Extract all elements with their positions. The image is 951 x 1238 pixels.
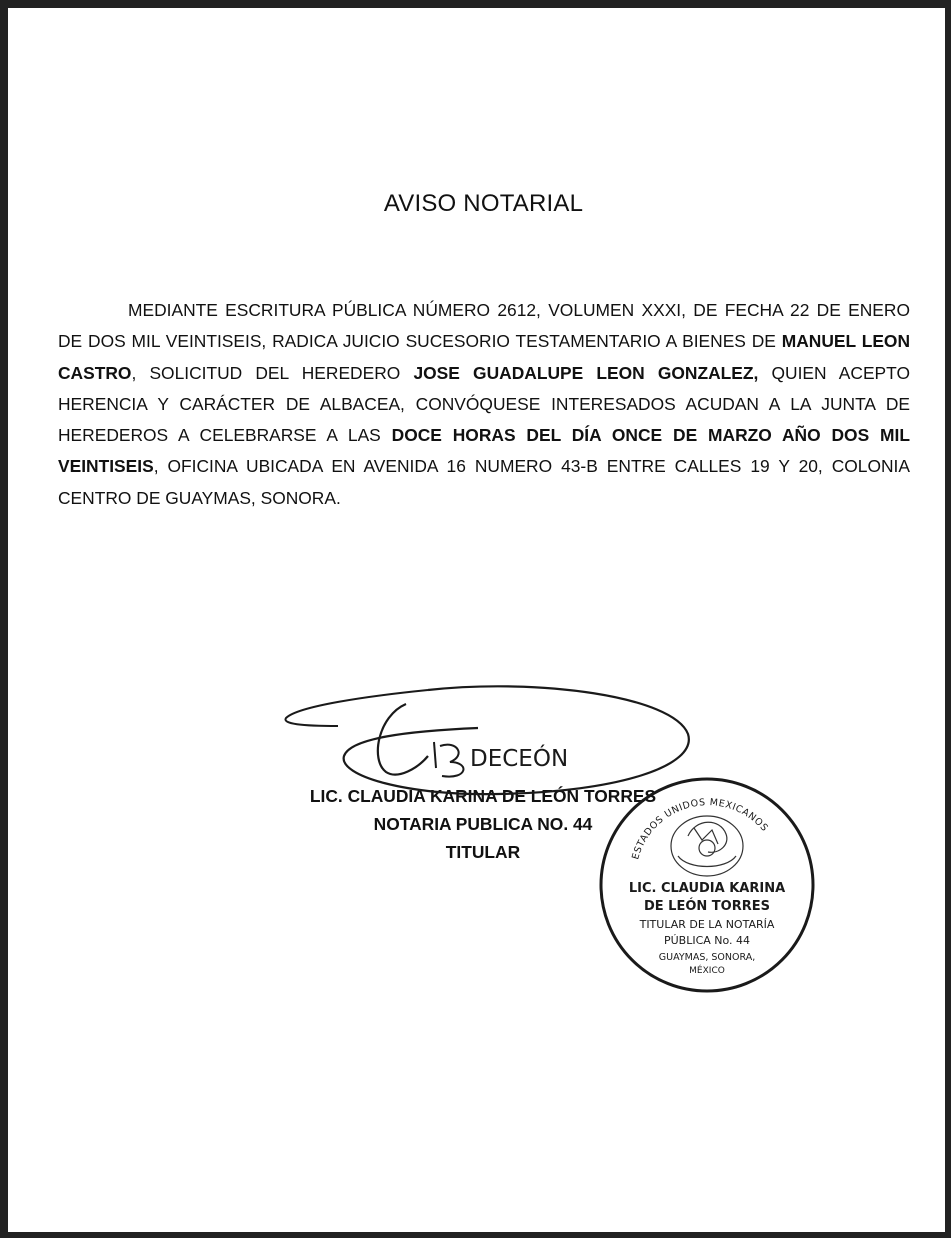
seal-line-5: GUAYMAS, SONORA, (658, 952, 756, 963)
body-text-1: MEDIANTE ESCRITURA PÚBLICA NÚMERO 2612, VOLUMEN XXXI, DE FECHA 22 DE ENERO DE DOS MIL VEINTISEIS, RADICA JUICIO SUCESORIO TESTAMENTARIO A BIENES DE (58, 300, 910, 352)
deceased-name: MANUEL LEON CASTRO (58, 331, 910, 383)
coat-of-arms-icon (671, 816, 743, 876)
signature-scribble-text: DECEÓN (470, 746, 569, 772)
seal-line-6: MÉXICO (689, 966, 725, 976)
seal-line-4: PÚBLICA No. 44 (663, 934, 751, 947)
body-text-3: QUIEN ACEPTO HERENCIA Y CARÁCTER DE ALBACEA, CONVÓQUESE INTERESADOS ACUDAN A LA JUNTA DE HEREDEROS A CELEBRARSE A LAS (58, 362, 910, 446)
heir-name: JOSE GUADALUPE LEON GONZALEZ, (413, 362, 759, 383)
signer-role: TITULAR (445, 842, 521, 862)
signer-position: NOTARIA PUBLICA NO. 44 (373, 814, 593, 834)
body-text-4: , OFICINA UBICADA EN AVENIDA 16 NUMERO 43-B ENTRE CALLES 19 Y 20, COLONIA CENTRO DE GUAYMAS, SONORA. (58, 456, 910, 508)
seal-line-3: TITULAR DE LA NOTARÍA (639, 918, 775, 931)
signer-name: LIC. CLAUDIA KARINA DE LEÓN TORRES (309, 786, 657, 806)
seal-arc-text: ESTADOS UNIDOS MEXICANOS (630, 797, 771, 861)
document-title: AVISO NOTARIAL (383, 190, 584, 217)
seal-line-1: LIC. CLAUDIA KARINA (628, 881, 786, 896)
body-text-2: , SOLICITUD DEL HEREDERO (131, 362, 414, 383)
seal-line-2: DE LEÓN TORRES (643, 899, 771, 914)
meeting-date: DOCE HORAS DEL DÍA ONCE DE MARZO AÑO DOS MIL VEINTISEIS (58, 425, 910, 477)
notary-seal (596, 774, 818, 996)
notice-body (58, 295, 910, 514)
